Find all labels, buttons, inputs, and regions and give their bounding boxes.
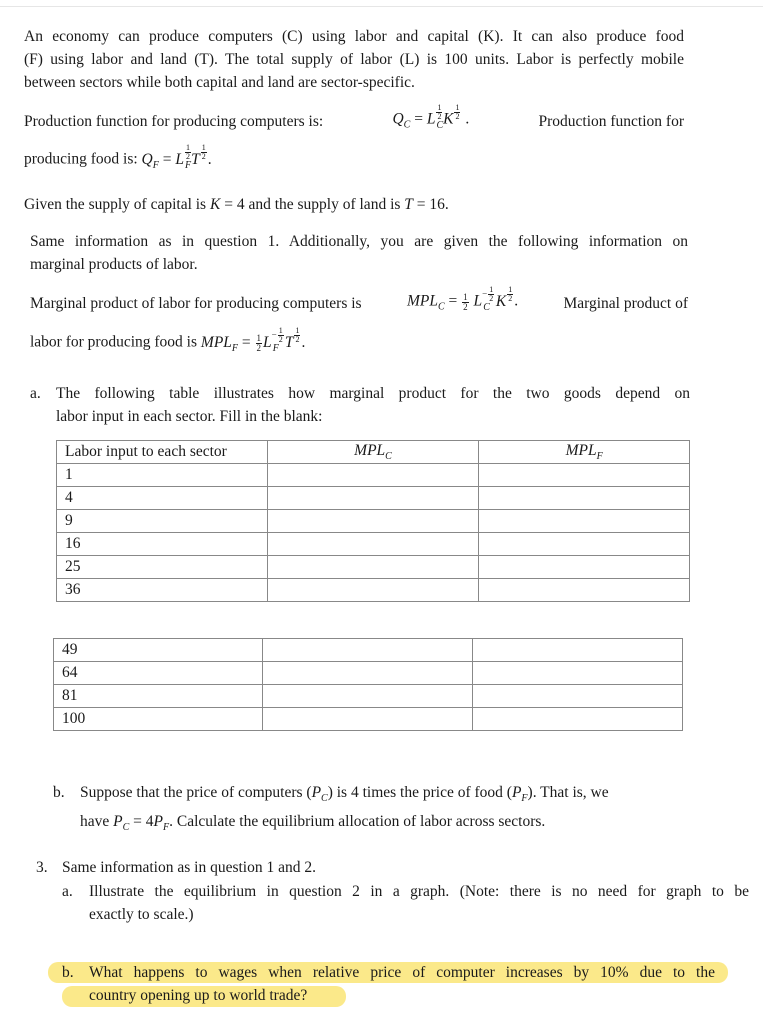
intro-line-2: (F) using labor and land (T). The total supply of labor (L) is 100 units. Labor is perfectly mobile bbox=[24, 51, 684, 68]
labor-cell: 49 bbox=[54, 639, 263, 662]
labor-cell: 64 bbox=[54, 662, 263, 685]
mpl-f-blank[interactable] bbox=[479, 533, 690, 556]
table-row bbox=[57, 510, 690, 533]
mpl-f-blank[interactable] bbox=[473, 639, 683, 662]
mpl-c-blank[interactable] bbox=[262, 708, 473, 731]
table-header-row bbox=[57, 441, 690, 464]
mpl-f-blank[interactable] bbox=[479, 510, 690, 533]
part-a-line-2: labor input in each sector. Fill in the blank: bbox=[56, 408, 323, 425]
table-row bbox=[57, 579, 690, 602]
mpl-c-formula: $MPL_C$ = $\frac{1}{2}$ L− $\frac{1}{2}$ $_C$ K $\frac{1}{2}$ . bbox=[406, 285, 519, 313]
pf-food-label-b: producing food is: bbox=[24, 150, 138, 168]
part-b-marker: b. bbox=[53, 784, 65, 801]
q3-line: Same information as in question 1 and 2. bbox=[62, 859, 316, 876]
labor-cell: 100 bbox=[54, 708, 263, 731]
mpl-c-blank[interactable] bbox=[267, 510, 479, 533]
part-b-line-1: Suppose that the price of computers $(P_C)$ is 4 times the price of food $(P_F)$. That is, we bbox=[80, 784, 609, 805]
part-b-text bbox=[80, 781, 684, 839]
given-supply-line: Given the supply of capital is K = 4 and the supply of land is T = 16. bbox=[24, 196, 449, 213]
labor-cell: 16 bbox=[57, 533, 268, 556]
q3-a-marker: a. bbox=[62, 883, 73, 900]
mpl-computers-line bbox=[30, 286, 688, 322]
mpl-f-blank[interactable] bbox=[473, 685, 683, 708]
pf-food-formula: $Q_F = L$ $\frac{1}{2}$ $_F$T $\frac{1}{2}$ . bbox=[141, 143, 212, 171]
table-row bbox=[54, 639, 683, 662]
mpl-c-blank[interactable] bbox=[267, 487, 479, 510]
t-value: 16 bbox=[429, 196, 445, 213]
part-a-marker: a. bbox=[30, 385, 41, 402]
top-divider bbox=[0, 6, 763, 7]
table-row bbox=[54, 685, 683, 708]
part-a-line-1: The following table illustrates how marginal product for the two goods depend on bbox=[56, 385, 690, 402]
mpl-f-label-b: labor for producing food is bbox=[30, 333, 198, 351]
q2-line-1: Same information as in question 1. Additionally, you are given the following information on bbox=[30, 233, 688, 250]
mpl-f-blank[interactable] bbox=[473, 662, 683, 685]
mpl-f-blank[interactable] bbox=[479, 464, 690, 487]
intro-line-1: An economy can produce computers (C) using labor and capital (K). It can also produce food bbox=[24, 28, 684, 45]
q3-b-marker: b. bbox=[62, 964, 74, 981]
mpl-c-blank[interactable] bbox=[262, 639, 473, 662]
question-2-intro bbox=[30, 230, 688, 276]
part-b-line-2: have $P_C = 4P_F$. Calculate the equilibrium allocation of labor across sectors. bbox=[80, 813, 546, 834]
part-a-text bbox=[56, 382, 690, 428]
header-mpl-f: $MPL_F$ bbox=[479, 441, 690, 464]
labor-cell: 36 bbox=[57, 579, 268, 602]
q3-b-line-1: What happens to wages when relative price of computer increases by 10% due to the bbox=[89, 964, 715, 981]
labor-cell: 9 bbox=[57, 510, 268, 533]
table-row bbox=[57, 464, 690, 487]
pf-food-line bbox=[24, 144, 212, 180]
header-mpl-c: $MPL_C$ bbox=[267, 441, 479, 464]
mpl-c-blank[interactable] bbox=[262, 685, 473, 708]
mpl-f-formula: $MPL_F$ = $\frac{1}{2}$ L− $\frac{1}{2}$ $_F$ T $\frac{1}{2}$ . bbox=[200, 326, 306, 354]
mpl-c-blank[interactable] bbox=[267, 556, 479, 579]
q3-a-line-1: Illustrate the equilibrium in question 2 in a graph. (Note: there is no need for graph to be bbox=[89, 883, 749, 900]
header-labor-input: Labor input to each sector bbox=[57, 441, 268, 464]
table-row bbox=[54, 708, 683, 731]
mpl-f-blank[interactable] bbox=[479, 556, 690, 579]
pf-food-label-a: Production function for bbox=[538, 112, 684, 130]
mpl-f-blank[interactable] bbox=[479, 487, 690, 510]
question-1-intro bbox=[24, 25, 684, 94]
labor-cell: 4 bbox=[57, 487, 268, 510]
table-row bbox=[57, 487, 690, 510]
q2-line-2: marginal products of labor. bbox=[30, 256, 198, 273]
labor-cell: 25 bbox=[57, 556, 268, 579]
given-mid: and the supply of land is bbox=[248, 196, 401, 213]
mpl-f-label-a: Marginal product of bbox=[563, 294, 688, 312]
q3-a-line-2: exactly to scale.) bbox=[89, 906, 194, 923]
labor-cell: 1 bbox=[57, 464, 268, 487]
mpl-c-blank[interactable] bbox=[267, 533, 479, 556]
q3-b-text bbox=[89, 961, 715, 1007]
mpl-c-label: Marginal product of labor for producing computers is bbox=[30, 294, 362, 312]
q3-marker: 3. bbox=[36, 859, 48, 876]
pf-computers-label: Production function for producing computers is: bbox=[24, 112, 324, 130]
production-function-line bbox=[24, 104, 684, 140]
table-row bbox=[57, 556, 690, 579]
given-label: Given the supply of capital is bbox=[24, 196, 207, 213]
q3-a-text bbox=[89, 880, 749, 926]
mpl-table-bottom bbox=[53, 638, 683, 731]
table-row bbox=[57, 533, 690, 556]
mpl-f-blank[interactable] bbox=[479, 579, 690, 602]
mpl-table-top bbox=[56, 440, 690, 602]
intro-line-3: between sectors while both capital and land are sector-specific. bbox=[24, 74, 415, 91]
table-row bbox=[54, 662, 683, 685]
mpl-c-blank[interactable] bbox=[267, 464, 479, 487]
mpl-c-blank[interactable] bbox=[262, 662, 473, 685]
labor-cell: 81 bbox=[54, 685, 263, 708]
pf-computers-formula: $Q_C = L$ $\frac{1}{2}$ $_C$K $\frac{1}{2}$ . bbox=[392, 103, 470, 131]
mpl-c-blank[interactable] bbox=[267, 579, 479, 602]
k-value: 4 bbox=[236, 196, 245, 213]
q3-b-line-2: country opening up to world trade? bbox=[89, 987, 308, 1004]
mpl-f-blank[interactable] bbox=[473, 708, 683, 731]
mpl-food-line bbox=[30, 327, 305, 363]
